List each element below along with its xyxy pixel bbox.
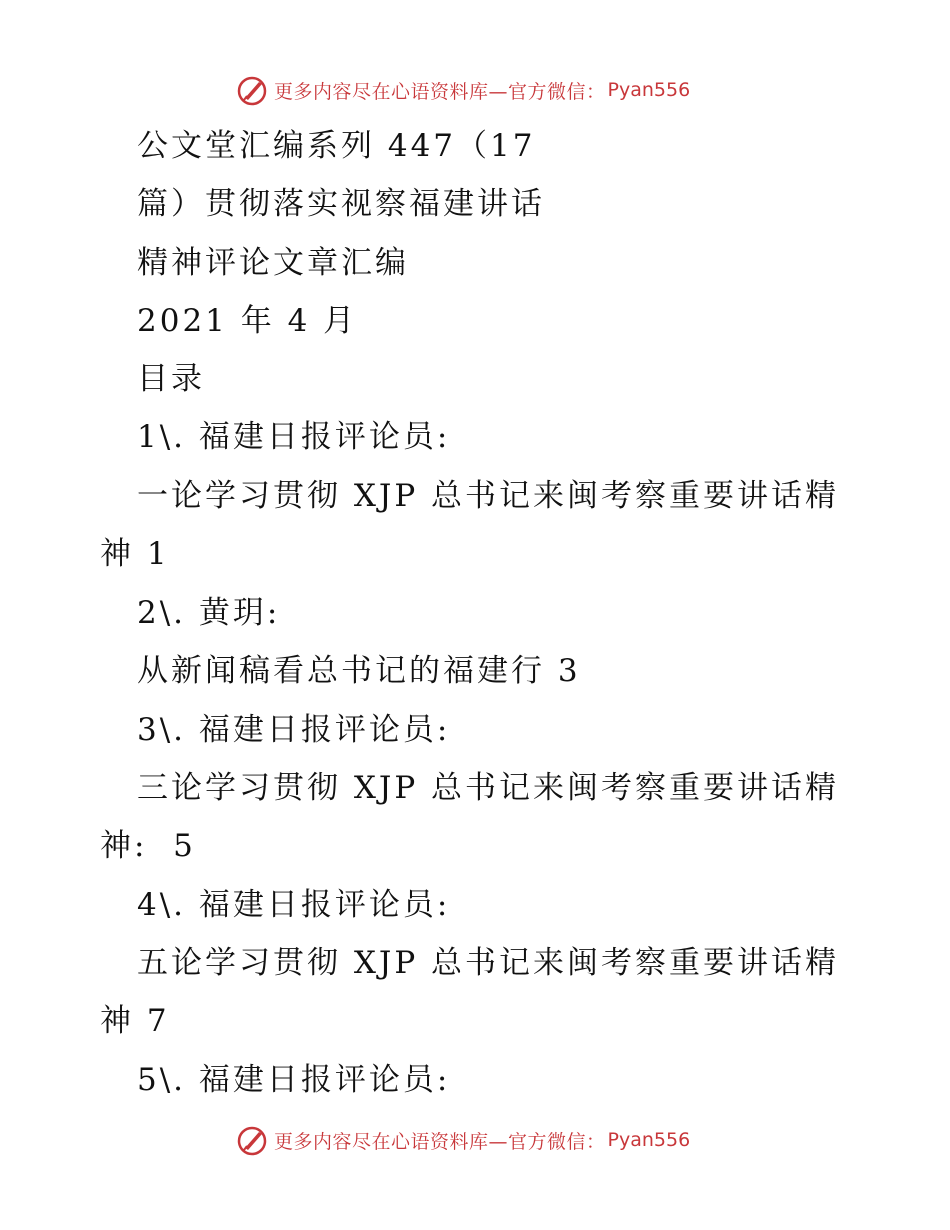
- watermark-text: 更多内容尽在心语资料库—官方微信：: [274, 1130, 606, 1153]
- toc-entry-3-page: 神: 5: [100, 828, 196, 864]
- toc-entry-1-author: 1\. 福建日报评论员:: [137, 419, 451, 455]
- toc-entry-5-author: 5\. 福建日报评论员:: [137, 1062, 451, 1098]
- toc-entry-1-title: 一论学习贯彻 XJP 总书记来闽考察重要讲话精: [137, 478, 840, 514]
- doc-title-line-1: 公文堂汇编系列 447（17: [137, 128, 536, 164]
- toc-entry-3-author: 3\. 福建日报评论员:: [137, 712, 451, 748]
- watermark-account: Pyan556: [607, 79, 691, 101]
- quill-logo-icon: [236, 74, 268, 106]
- toc-entry-3-title: 三论学习贯彻 XJP 总书记来闽考察重要讲话精: [137, 770, 840, 806]
- watermark-text: 更多内容尽在心语资料库—官方微信：: [274, 80, 606, 103]
- toc-entry-2-author: 2\. 黄玥:: [137, 595, 281, 631]
- toc-entry-4-author: 4\. 福建日报评论员:: [137, 887, 451, 923]
- doc-title-line-3: 精神评论文章汇编: [137, 245, 409, 281]
- toc-entry-4-title: 五论学习贯彻 XJP 总书记来闽考察重要讲话精: [137, 945, 840, 981]
- quill-logo-icon: [236, 1124, 268, 1156]
- toc-entry-2-title: 从新闻稿看总书记的福建行 3: [137, 653, 581, 689]
- toc-entry-4-page: 神 7: [100, 1003, 170, 1039]
- watermark-footer: [236, 1123, 690, 1157]
- watermark-header: [236, 73, 690, 107]
- toc-entry-1-page: 神 1: [100, 536, 170, 572]
- toc-heading: 目录: [137, 361, 205, 397]
- watermark-account: Pyan556: [607, 1129, 691, 1151]
- doc-title-line-2: 篇）贯彻落实视察福建讲话: [137, 186, 545, 222]
- doc-date: 2021 年 4 月: [137, 303, 358, 339]
